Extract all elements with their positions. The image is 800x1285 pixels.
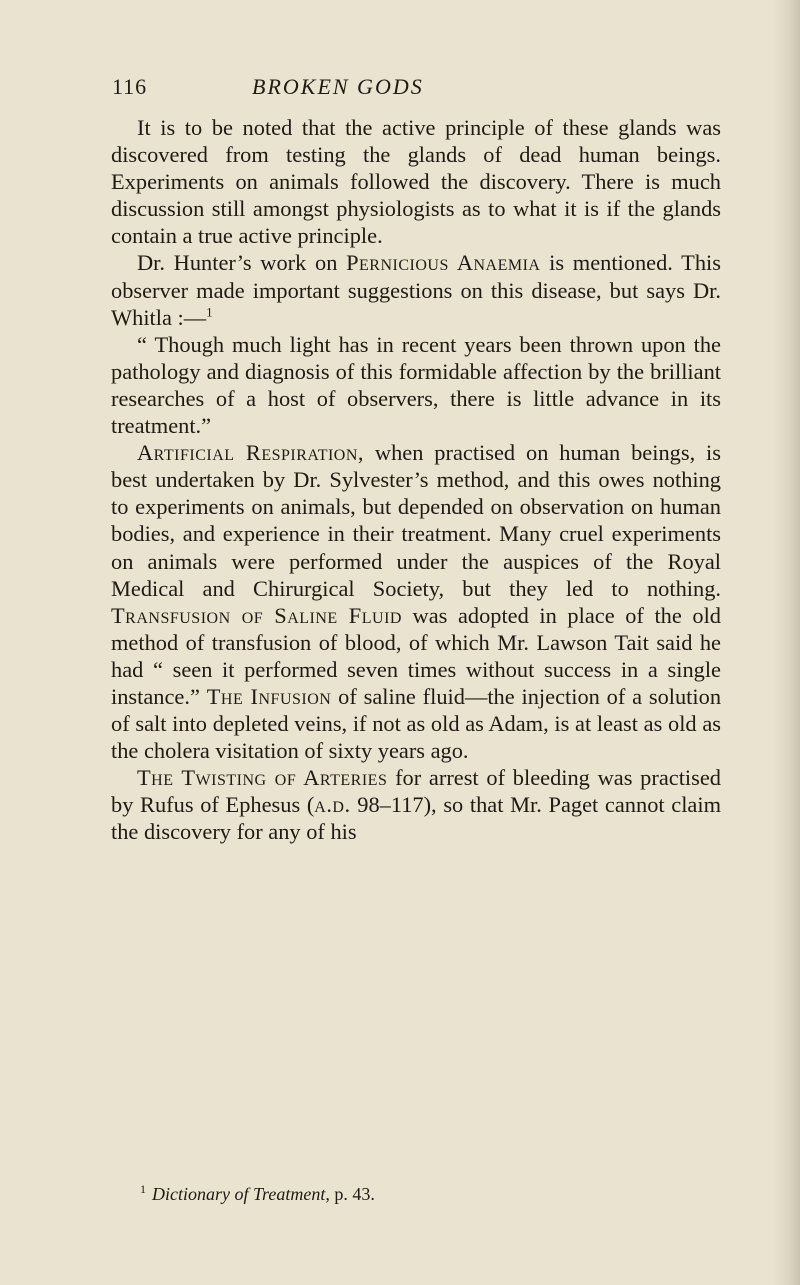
topic-artificial-respiration: Artificial Respiration, (137, 440, 365, 466)
paragraph-twisting-arteries (111, 764, 721, 845)
footnote-mark: 1 (140, 1182, 146, 1196)
page-edge-shadow (772, 0, 800, 1285)
paragraph-artificial-respiration (111, 439, 721, 764)
topic-twisting-arteries: The Twisting of Arteries (137, 765, 388, 791)
topic-transfusion-saline: Transfusion of Saline Fluid (111, 602, 402, 628)
topic-pernicious-anaemia: Pernicious Anaemia (346, 250, 541, 276)
body-text (111, 114, 721, 846)
paragraph-tail-text: is mentioned. This observer made important suggestions on this disease, but says Dr. Whitla :— (111, 250, 721, 330)
page-number: 116 (112, 74, 148, 99)
paragraph-lead-text: Dr. Hunter’s work on (137, 250, 347, 276)
topic-infusion: The Infusion (206, 683, 332, 709)
paragraph-pernicious-anaemia (111, 249, 721, 330)
running-title: BROKEN GODS (252, 74, 424, 99)
paragraph-text: 98–117), so that Mr. Paget cannot claim the discovery for any of his (111, 792, 722, 845)
footnote-page: p. 43. (329, 1184, 375, 1204)
paragraph-text: when practised on human beings, is best undertaken by Dr. Sylvester’s method, and this owes nothing to experiments on animals, but depended on observation on human bodies, and experience in their treatment. Many cruel experiments on animals were performed under the auspices of the Royal Medical and Chirurgical Society, but they led to nothing. (111, 440, 721, 601)
footnote-book-title: Dictionary of Treatment, (152, 1184, 330, 1204)
paragraph-text: for arrest of bleeding was practised by Rufus of Ephesus ( (111, 765, 721, 818)
quotation-whitla: “ Though much light has in recent years been thrown upon the pathology and diagnosis of this formidable affection by the brilliant researches of a host of observers, there is little advance in its treatment.” (111, 331, 721, 439)
era-abbreviation: a.d. (314, 792, 351, 818)
paragraph-text: was adopted in place of the old method of transfusion of blood, of which Mr. Lawson Tait said he had “ seen it performed seven times without success in a single instance.” (111, 602, 721, 709)
footnote (140, 1183, 720, 1205)
page-header (112, 74, 712, 106)
paragraph-glands: It is to be noted that the active principle of these glands was discovered from testing the glands of dead human beings. Experiments on animals followed the discovery. There is much discussion still amongst physiologists as to what it is if the glands contain a true active principle. (111, 115, 721, 249)
footnote-reference: 1 (206, 304, 213, 320)
paragraph-text: of saline fluid—the injection of a solution of salt into depleted veins, if not as old as Adam, is at least as old as the cholera visitation of sixty years ago. (111, 683, 722, 764)
